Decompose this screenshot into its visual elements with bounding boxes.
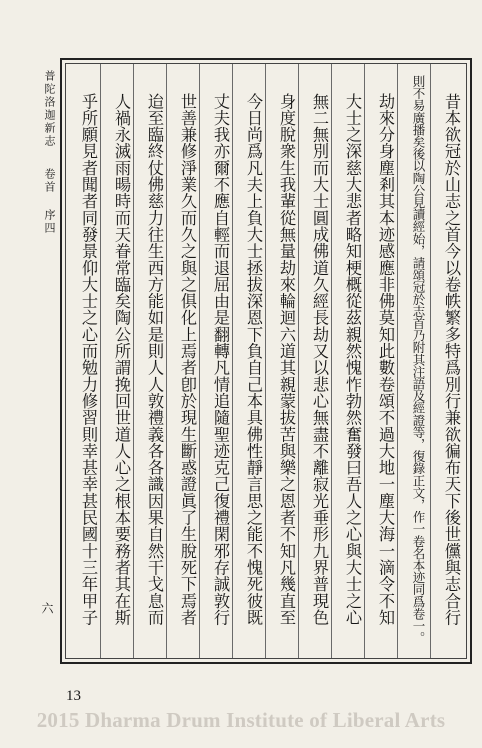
column-text: 無二無別而大士圓成佛道久經長劫又以悲心無盡不離寂光垂形九界普現色 [310,92,329,626]
column-rule [199,64,200,658]
column-rule [331,64,332,658]
column-rule [298,64,299,658]
column-text: 劫來分身塵剎其本迹感應非佛莫知此數卷頌不過大地一塵大海一滴令不知 [376,92,395,626]
column-text: 迨至臨終仗佛慈力往生西方能如是則人人敦禮義各各識因果自然干戈息而 [145,92,164,626]
column-rule [397,64,398,658]
column-rule [232,64,233,658]
margin-book-title: 普陀洛迦新志 [43,70,56,148]
column-rule [166,64,167,658]
column-rule [265,64,266,658]
column-text: 今日尚爲凡夫上負大士拯拔深恩下負自己本具佛性靜言思之能不愧死彼既 [244,92,263,626]
column-text: 昔本欲冠於山志之首今以卷帙繁多特爲別行兼欲徧布天下後世儻與志合行 [442,92,461,626]
column-rule [133,64,134,658]
column-text: 世善兼修淨業久而久之與之俱化上焉者卽於現生斷惑證眞了生脫死下焉者 [178,92,197,626]
column-text: 人禍永滅雨暘時而天眷常臨矣陶公所謂挽回世道人心之根本要務者其在斯 [112,92,131,626]
margin-section-label: 卷首 序四 [43,168,56,235]
column-text: 丈夫我亦爾不應自輕而退屈由是翻轉凡情追隨聖迹克己復禮閑邪存誠敦行 [211,92,230,626]
margin-folio-number: 六 [40,602,54,614]
column-rule [364,64,365,658]
column-text: 大士之深慈大悲者略知梗概從茲親然愧怍勃然奮發曰吾人之心與大士之心 [343,92,362,626]
column-rule [100,64,101,658]
column-text: 乎所願見者聞者同發景仰大士之心而勉力修習則幸甚幸甚民國十三年甲子 [79,92,98,626]
column-text-with-annotation: 則不易廣播矣後以陶公見讀經始，請頌冠於志首乃附其注語及經證等，復錄正文，作一卷名本迹同爲卷一。 [411,74,426,644]
watermark: 2015 Dharma Drum Institute of Liberal Arts [36,708,446,732]
page-number: 13 [66,688,81,704]
column-rule [430,64,431,658]
column-text: 身度脫衆生我輩從無量劫來輪迴六道其親蒙拔苦與樂之恩者不知凡幾直至 [277,92,296,626]
